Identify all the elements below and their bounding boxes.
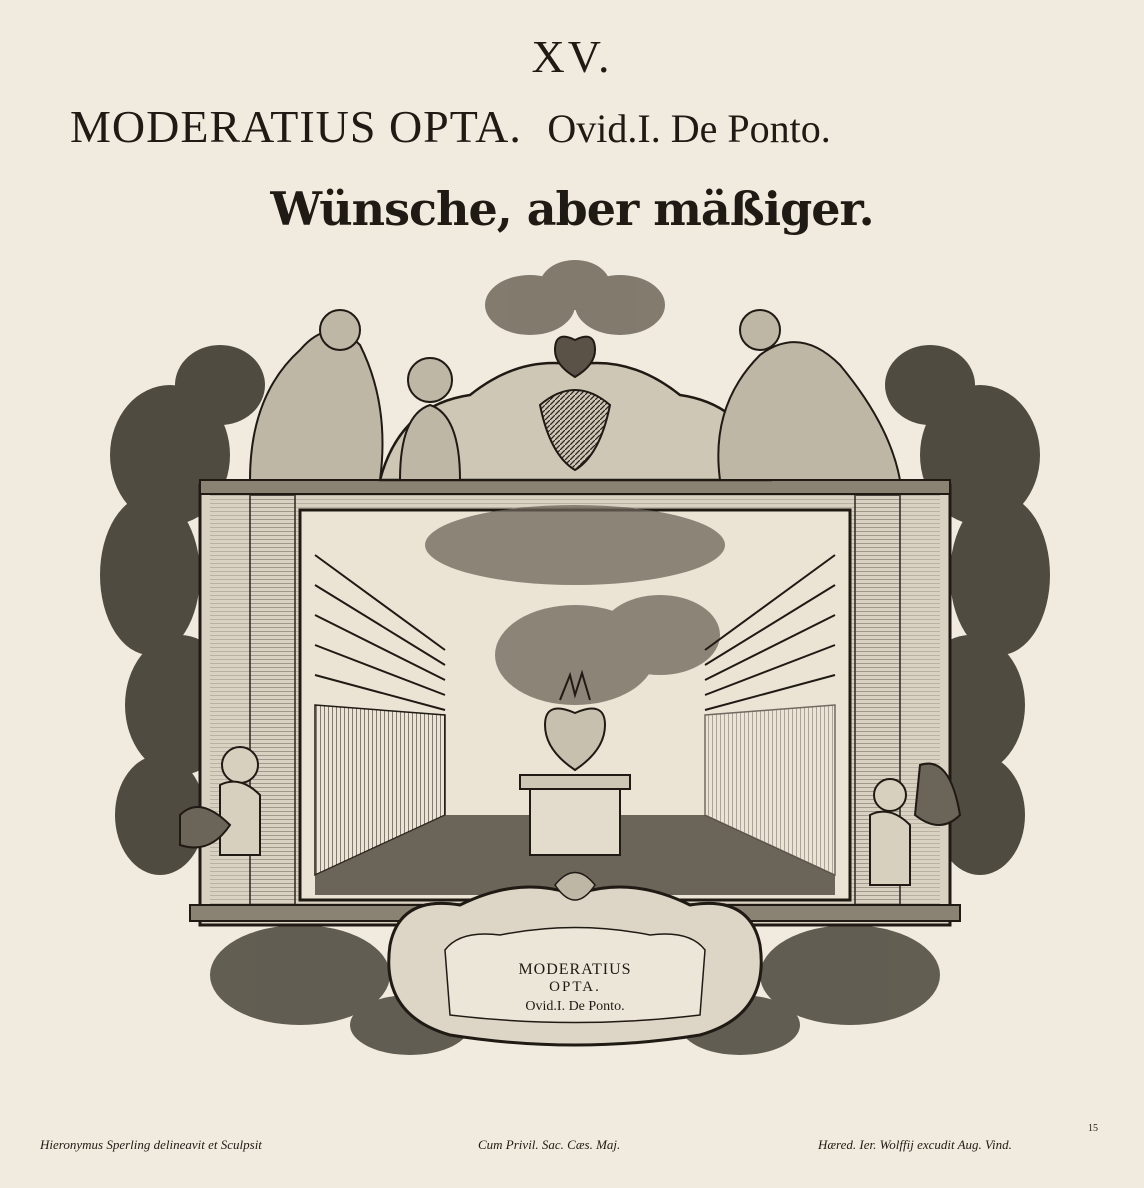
smoke-top: [485, 260, 665, 335]
motto-source: Ovid.I. De Ponto.: [547, 106, 831, 151]
figure-left: [250, 310, 460, 480]
figure-right: [718, 310, 900, 480]
motto-heading: [70, 100, 1070, 153]
emblem-engraving: [100, 255, 1050, 1055]
page-number: 15: [1088, 1123, 1098, 1134]
cartouche-line-3: Ovid.I. De Ponto.: [525, 999, 625, 1014]
plate-number: XV.: [531, 31, 613, 82]
motto-german: Wünsche, aber mäßiger.: [270, 182, 874, 236]
publisher-credit: Hæred. Ier. Wolffij excudit Aug. Vind.: [818, 1137, 1012, 1152]
artist-credit: Hieronymus Sperling delineavit et Sculpsit: [40, 1137, 262, 1152]
altar: [530, 785, 620, 855]
motto-latin: MODERATIUS OPTA.: [70, 101, 522, 152]
privilege-credit: Cum Privil. Sac. Cæs. Maj.: [478, 1137, 621, 1152]
cartouche-line-1: MODERATIUS: [518, 961, 632, 978]
cartouche-line-2: OPTA.: [549, 979, 601, 995]
